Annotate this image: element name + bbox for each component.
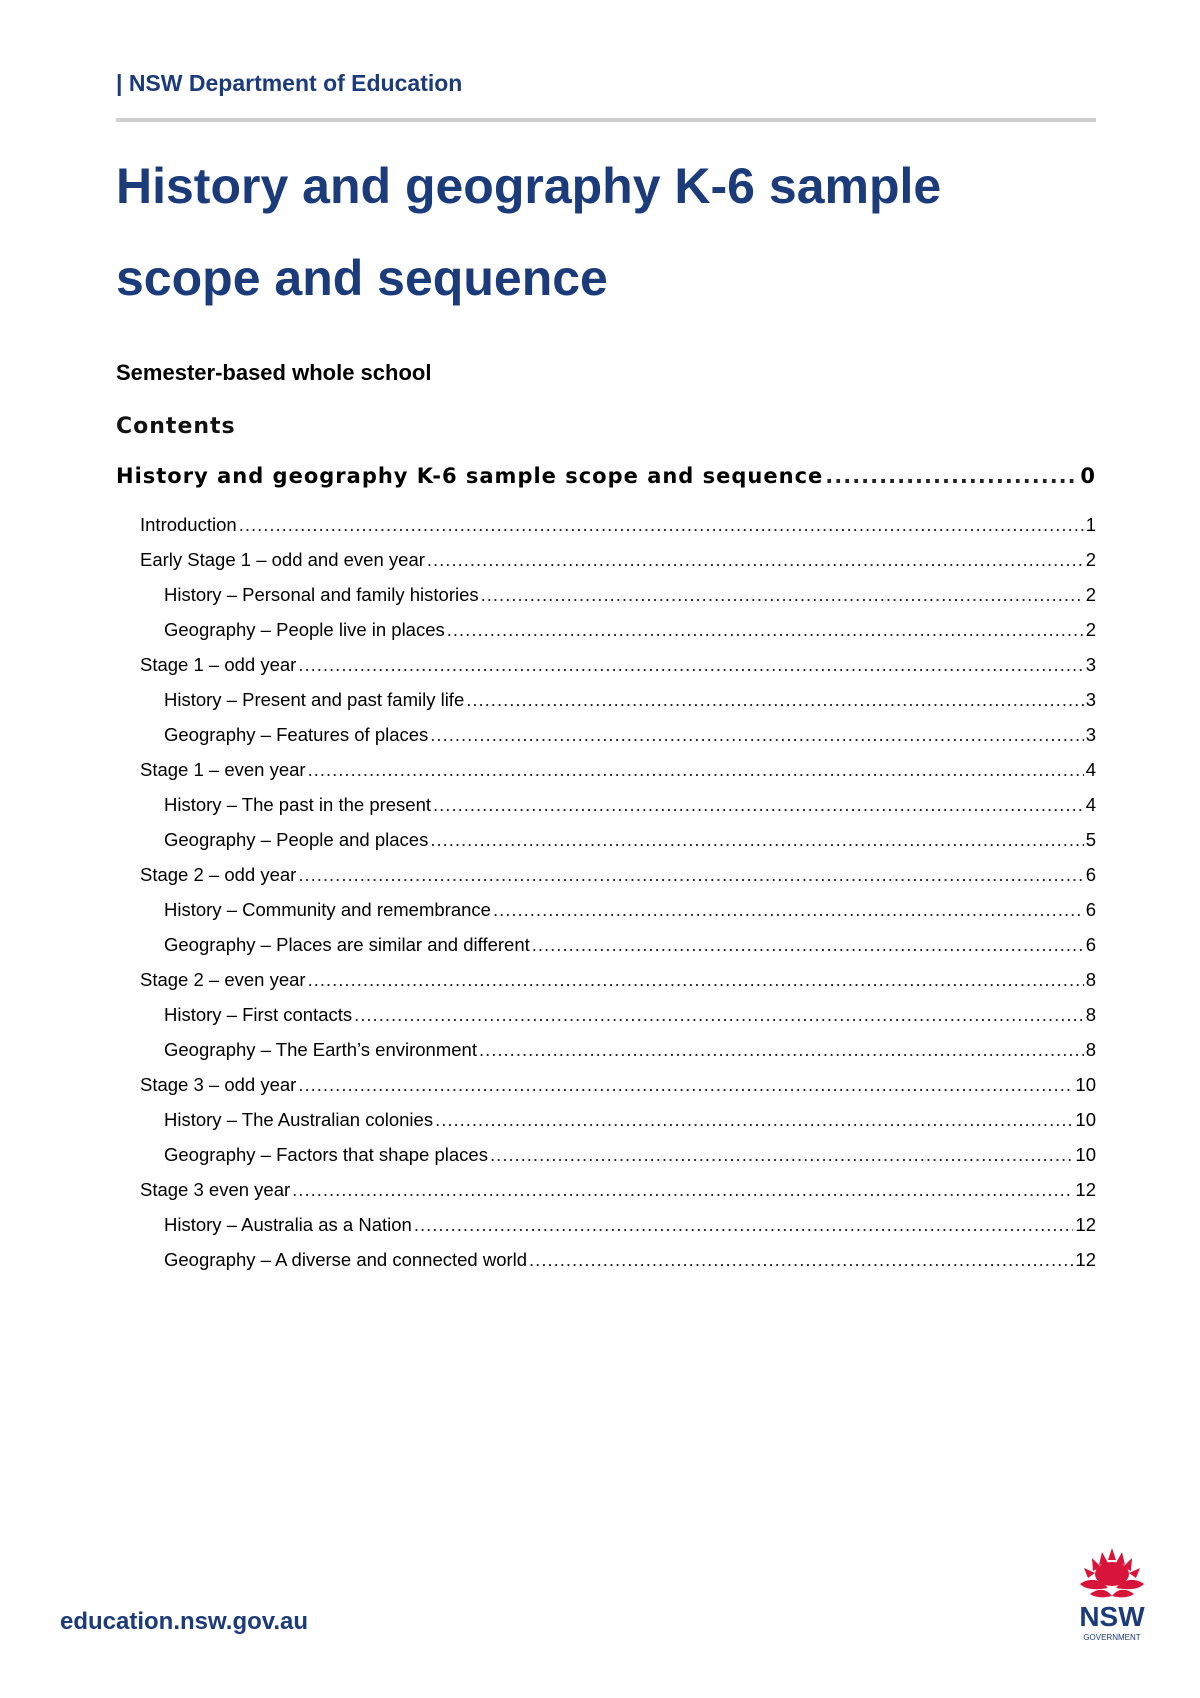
toc-entry-label: Geography – A diverse and connected world <box>164 1249 528 1270</box>
toc-entry[interactable] <box>164 1214 1096 1236</box>
toc-entry[interactable] <box>116 464 1096 488</box>
toc-entry-label: Early Stage 1 – odd and even year <box>140 549 425 570</box>
toc-entry[interactable] <box>164 1109 1096 1131</box>
toc-entry-label: Stage 3 even year <box>140 1179 291 1200</box>
toc-entry-page: 6 <box>1085 899 1096 920</box>
toc-leader <box>466 689 1083 711</box>
toc-entry-label: Geography – People live in places <box>164 619 445 640</box>
toc-entry[interactable] <box>164 619 1096 641</box>
toc-entry-page: 0 <box>1080 464 1096 488</box>
toc-entry-label: History and geography K-6 sample scope and sequence <box>116 464 824 488</box>
toc-entry[interactable] <box>164 899 1096 921</box>
toc-leader <box>308 759 1084 781</box>
toc-leader <box>292 1179 1073 1201</box>
toc-entry-label: Geography – Places are similar and different <box>164 934 530 955</box>
toc-entry[interactable] <box>164 1039 1096 1061</box>
toc-entry[interactable] <box>164 794 1096 816</box>
logo-subtext: GOVERNMENT <box>1083 1633 1141 1642</box>
toc-entry-page: 4 <box>1085 794 1096 815</box>
toc-entry-label: Stage 1 – odd year <box>140 654 297 675</box>
toc-leader <box>825 464 1078 488</box>
toc-entry-page: 3 <box>1085 689 1096 710</box>
toc-entry-label: History – The Australian colonies <box>164 1109 434 1130</box>
toc-entry-label: History – The past in the present <box>164 794 432 815</box>
toc-entry[interactable] <box>140 759 1096 781</box>
toc-leader <box>529 1249 1073 1271</box>
toc-entry-label: History – First contacts <box>164 1004 353 1025</box>
toc-entry-page: 12 <box>1075 1249 1096 1270</box>
toc-entry[interactable] <box>164 1004 1096 1026</box>
toc-leader <box>435 1109 1073 1131</box>
toc-entry-page: 3 <box>1085 654 1096 675</box>
toc-leader <box>414 1214 1074 1236</box>
toc-entry[interactable] <box>140 1074 1096 1096</box>
toc-entry-label: Geography – Factors that shape places <box>164 1144 488 1165</box>
toc-leader <box>447 619 1084 641</box>
toc-entry-page: 5 <box>1085 829 1096 850</box>
subtitle: Semester-based whole school <box>116 360 432 385</box>
contents-heading: Contents <box>116 414 236 439</box>
toc-entry[interactable] <box>140 549 1096 571</box>
toc-entry[interactable] <box>140 1179 1096 1201</box>
toc-entry[interactable] <box>164 689 1096 711</box>
toc-entry[interactable] <box>140 654 1096 676</box>
toc-entry-page: 12 <box>1075 1179 1096 1200</box>
toc-leader <box>308 969 1084 991</box>
toc-entry-page: 8 <box>1085 1039 1096 1060</box>
toc-leader <box>479 1039 1084 1061</box>
toc-entry-label: Geography – People and places <box>164 829 429 850</box>
toc-entry-page: 10 <box>1075 1074 1096 1095</box>
toc-entry[interactable] <box>164 724 1096 746</box>
toc-entry-label: Stage 2 – even year <box>140 969 306 990</box>
logo-wordmark: NSW <box>1079 1601 1145 1632</box>
toc-entry-label: Introduction <box>140 514 237 535</box>
toc-entry-page: 3 <box>1085 724 1096 745</box>
toc-leader <box>298 654 1083 676</box>
toc-leader <box>298 1074 1073 1096</box>
toc-entry[interactable] <box>140 514 1096 536</box>
toc-entry[interactable] <box>164 934 1096 956</box>
toc-entry-label: History – Present and past family life <box>164 689 465 710</box>
toc-entry-label: Geography – The Earth’s environment <box>164 1039 477 1060</box>
toc-leader <box>298 864 1083 886</box>
toc-entry[interactable] <box>164 829 1096 851</box>
toc-entry[interactable] <box>164 584 1096 606</box>
toc-leader <box>430 829 1083 851</box>
waratah-icon <box>1080 1548 1144 1597</box>
toc-entry-label: History – Australia as a Nation <box>164 1214 412 1235</box>
nsw-government-logo <box>1064 1544 1160 1644</box>
toc-leader <box>481 584 1084 606</box>
toc-entry-page: 4 <box>1085 759 1096 780</box>
toc-entry-label: Stage 3 – odd year <box>140 1074 297 1095</box>
toc-entry-label: History – Personal and family histories <box>164 584 479 605</box>
toc-leader <box>427 549 1084 571</box>
toc-entry-page: 1 <box>1085 514 1096 535</box>
toc-entry-page: 2 <box>1085 619 1096 640</box>
toc-leader <box>493 899 1084 921</box>
toc-entry-page: 6 <box>1085 864 1096 885</box>
toc-leader <box>354 1004 1084 1026</box>
toc-entry-page: 12 <box>1075 1214 1096 1235</box>
toc-leader <box>490 1144 1073 1166</box>
toc-entry-page: 8 <box>1085 969 1096 990</box>
toc-entry-page: 10 <box>1075 1109 1096 1130</box>
toc-entry[interactable] <box>164 1144 1096 1166</box>
toc-entry-label: History – Community and remembrance <box>164 899 491 920</box>
title-line-2: scope and sequence <box>116 250 608 306</box>
toc-entry-page: 2 <box>1085 549 1096 570</box>
toc-entry[interactable] <box>140 969 1096 991</box>
toc-leader <box>433 794 1084 816</box>
toc-entry[interactable] <box>164 1249 1096 1271</box>
toc-entry-label: Stage 2 – odd year <box>140 864 297 885</box>
department-header: | NSW Department of Education <box>116 70 463 96</box>
toc-entry-page: 2 <box>1085 584 1096 605</box>
toc-leader <box>430 724 1083 746</box>
toc-entry-page: 10 <box>1075 1144 1096 1165</box>
toc-leader <box>239 514 1084 536</box>
footer-url[interactable]: education.nsw.gov.au <box>60 1608 309 1635</box>
toc-entry-page: 6 <box>1085 934 1096 955</box>
toc-entry[interactable] <box>140 864 1096 886</box>
title-line-1: History and geography K-6 sample <box>116 158 942 214</box>
toc-entry-page: 8 <box>1085 1004 1096 1025</box>
page-title <box>116 140 1116 324</box>
toc-leader <box>532 934 1084 956</box>
header-divider <box>116 118 1096 122</box>
toc-entry-label: Geography – Features of places <box>164 724 429 745</box>
toc-entry-label: Stage 1 – even year <box>140 759 306 780</box>
